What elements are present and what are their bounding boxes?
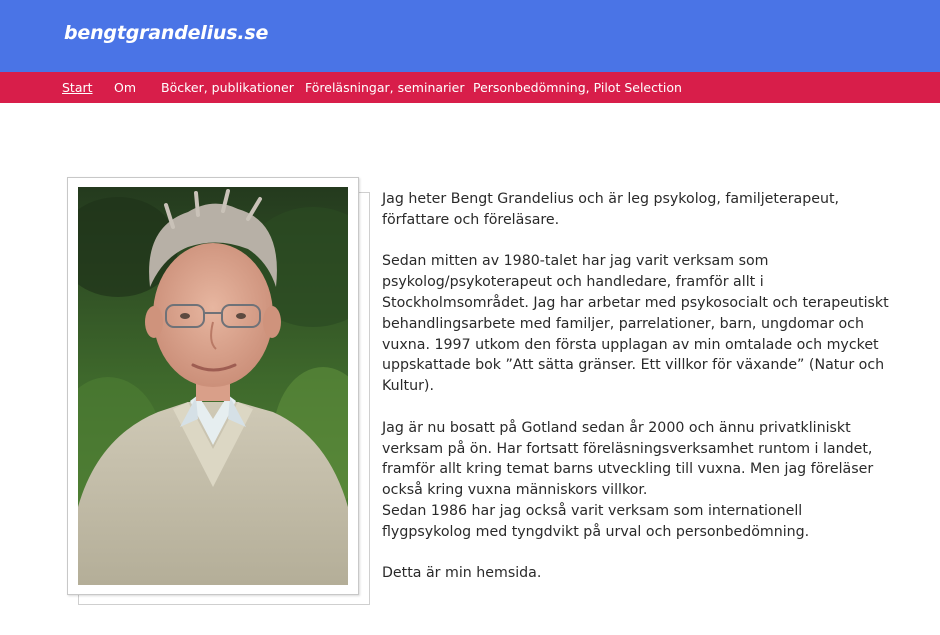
intro-paragraph: Jag heter Bengt Grandelius och är leg psykolog, familjeterapeut, författare och föreläsare. [382, 191, 840, 228]
site-header [0, 0, 940, 72]
career-paragraph: Sedan mitten av 1980-talet har jag varit verksam som psykolog/psykoterapeut och handledare, framför allt i Stockholmsområdet. Jag har arbetar med psykosocialt och terapeutiskt behandlingsarbete med familjer, parrelationer, barn, ungdomar och vuxna. 1997 utkom den första upplagan av min omtalade och mycket uppskattade bok ”Att sätta gränser. Ett villkor för växande” (Natur och Kultur). [382, 253, 889, 395]
nav-item-start[interactable]: Start [62, 80, 93, 95]
gotland-paragraph: Jag är nu bosatt på Gotland sedan år 2000 och ännu privatkliniskt verksam på ön. Har fortsatt föreläsningsverksamhet runtom i landet, framför allt kring temat barns utveckling till vuxna. Men jag föreläser också kring vuxna människors villkor. [382, 419, 874, 499]
nav-item-personbedomning[interactable]: Personbedömning, Pilot Selection [473, 80, 682, 95]
intro-text [382, 189, 892, 584]
site-title-link[interactable]: bengtgrandelius.se [64, 22, 269, 44]
nav-item-bocker[interactable]: Böcker, publikationer [161, 80, 294, 95]
nav-item-om[interactable]: Om [114, 80, 137, 95]
main-nav [0, 72, 940, 103]
flight-psychologist-paragraph: Sedan 1986 har jag också varit verksam som internationell flygpsykolog med tyngdvikt på urval och personbedömning. [382, 502, 810, 540]
portrait-photo [78, 187, 348, 585]
nav-item-forelasningar[interactable]: Föreläsningar, seminarier [305, 80, 465, 95]
homepage-paragraph: Detta är min hemsida. [382, 565, 542, 582]
photo-frame [67, 177, 359, 595]
